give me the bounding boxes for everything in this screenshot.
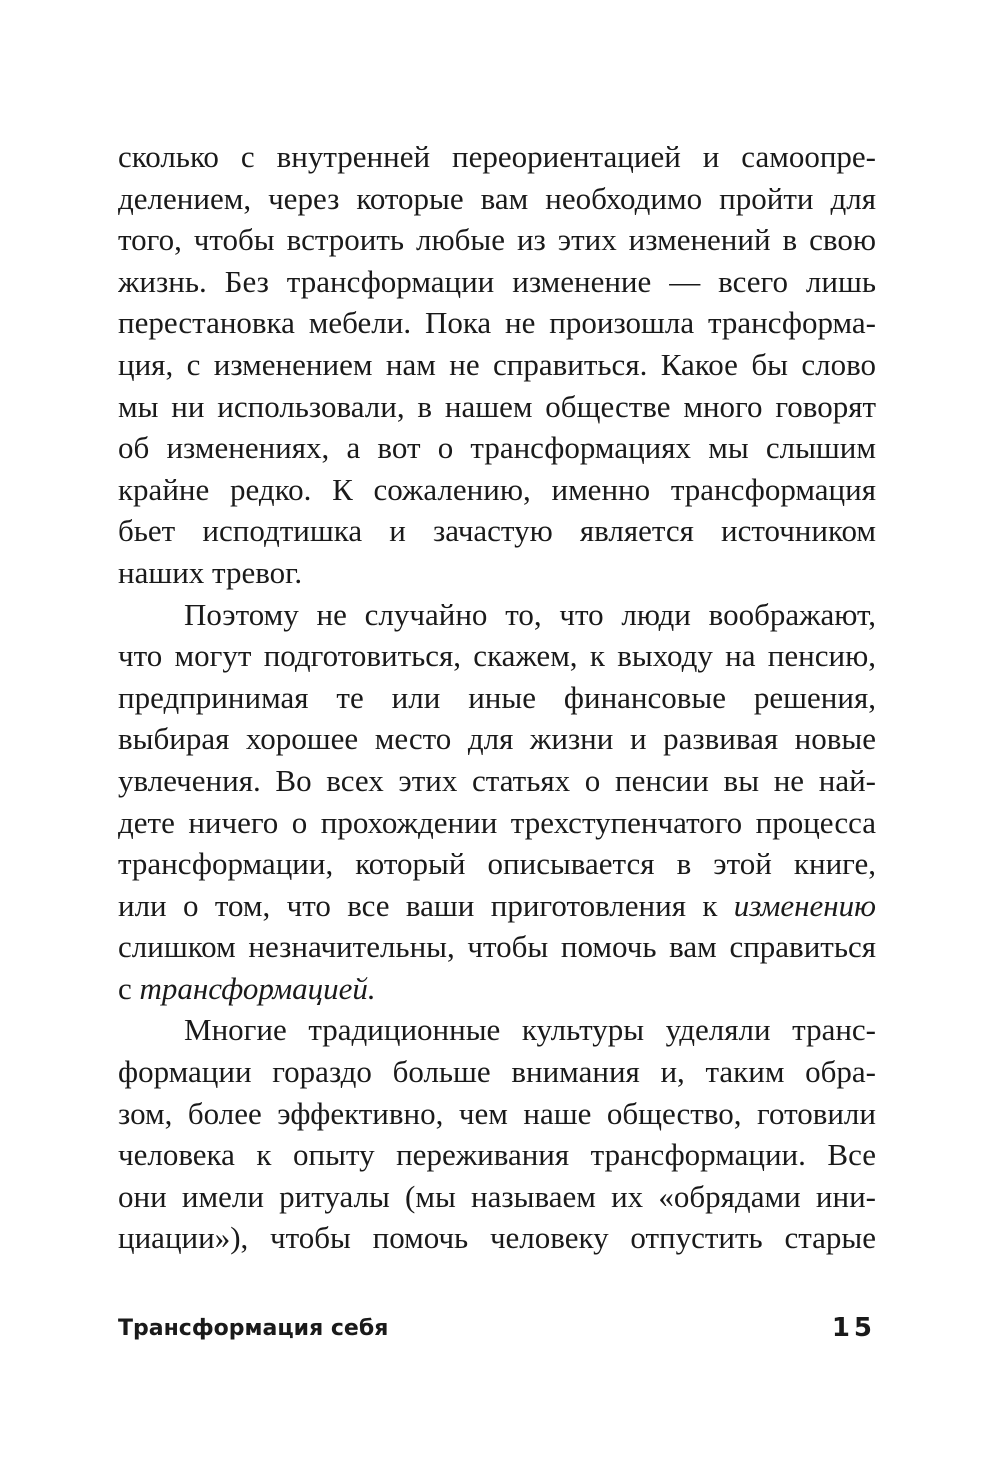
p2-line-8-italic: изменению [733,887,876,923]
p2-line-10-text: с [118,970,140,1006]
p2-line-6: дете ничего о прохождении трехступенчатого процесса [118,804,876,840]
p1-line-2: делением, через которые вам необходимо пройти для [118,180,876,216]
p2-line-8-text: или о том, что все ваши приготовления к [118,887,734,923]
p2-line-8 [118,885,876,927]
p1-line-6: ция, с изменением нам не справиться. Какое бы слово [118,346,876,382]
p1-line-3: того, чтобы встроить любые из этих изменений в свою [118,222,876,258]
p1-line-1: сколько с внутренней переориентацией и самоопре- [118,139,876,174]
running-footer-title: Трансформация себя [118,1315,389,1341]
p2-line-9: слишком незначительны, чтобы помочь вам справиться [118,929,876,965]
page-footer [118,1308,876,1348]
p1-line-5: перестановка мебели. Пока не произошла трансформа- [118,305,876,341]
page-number: 15 [831,1313,876,1343]
p2-line-5: увлечения. Во всех этих статьях о пенсии вы не най- [118,762,876,798]
p3-line-1: Многие традиционные культуры уделяли транс- [184,1012,876,1048]
p2-line-10 [118,968,876,1010]
p2-line-4: выбирая хорошее место для жизни и развивая новые [118,721,876,757]
p1-line-4: жизнь. Без трансформации изменение — всего лишь [118,263,876,299]
p3-line-3: зом, более эффективно, чем наше общество, готовили [118,1095,876,1131]
p1-line-9: крайне редко. К сожалению, именно трансформация [118,471,876,507]
p3-line-6: циации»), чтобы помочь человеку отпустить старые [118,1220,876,1256]
body-text [118,136,876,1259]
p2-line-3: предпринимая те или иные финансовые решения, [118,679,876,715]
p2-line-10-italic: трансформацией. [139,970,376,1006]
p2-line-2: что могут подготовиться, скажем, к выходу на пенсию, [118,638,876,674]
p1-line-7: мы ни использовали, в нашем обществе много говорят [118,388,876,424]
p1-line-11: наших тревог. [118,554,303,590]
p2-line-7: трансформации, который описывается в этой книге, [118,846,876,882]
p1-line-10: бьет исподтишка и зачастую является источником [118,513,876,549]
p3-line-2: формации гораздо больше внимания и, таким обра- [118,1054,876,1090]
p1-line-8: об изменениях, а вот о трансформациях мы слышим [118,430,876,466]
p3-line-5: они имели ритуалы (мы называем их «обрядами ини- [118,1178,876,1214]
p3-line-4: человека к опыту переживания трансформации. Все [118,1137,876,1173]
p2-line-1: Поэтому не случайно то, что люди воображают, [184,596,876,632]
